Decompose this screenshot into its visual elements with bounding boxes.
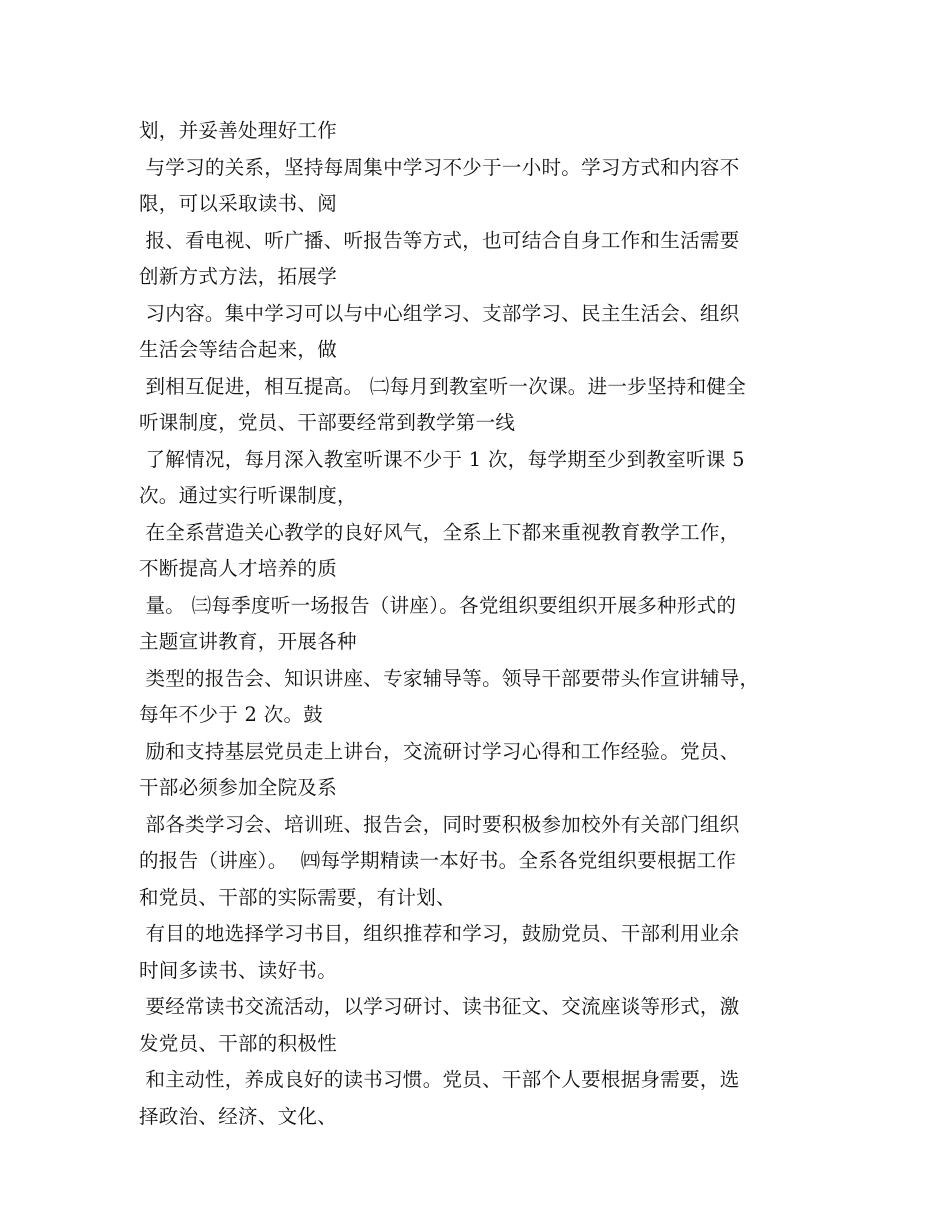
text-line-15: 主题宣讲教育，开展各种 <box>139 630 357 653</box>
text-line-14: 量。 ㈢每季度听一场报告（讲座）。各党组织要组织开展多种形式的 <box>139 593 737 617</box>
text-line-26: 发党员、干部的积极性 <box>139 1031 338 1055</box>
text-line-24: 时间多读书、读好书。 <box>139 958 338 982</box>
text-line-17: 每年不少于 2 次。鼓 <box>139 703 324 726</box>
text-line-25: 要经常读书交流活动，以学习研讨、读书征文、交流座谈等形式，激 <box>139 995 740 1018</box>
text-line-18: 励和支持基层党员走上讲台，交流研讨学习心得和工作经验。党员、 <box>139 739 740 763</box>
text-line-19: 干部必须参加全院及系 <box>139 776 338 799</box>
text-line-16: 类型的报告会、知识讲座、专家辅导等。领导干部要带头作宣讲辅导， <box>139 666 760 690</box>
document-body <box>139 113 839 1135</box>
text-line-3: 限，可以采取读书、阅 <box>139 192 338 215</box>
text-line-10: 了解情况，每月深入教室听课不少于 1 次，每学期至少到教室听课 5 <box>139 447 745 471</box>
text-line-2: 与学习的关系，坚持每周集中学习不少于一小时。学习方式和内容不 <box>139 155 740 179</box>
text-line-7: 生活会等结合起来，做 <box>139 338 338 361</box>
text-line-1: 划，并妥善处理好工作 <box>139 119 338 142</box>
text-line-8: 到相互促进，相互提高。 ㈡每月到教室听一次课。进一步坚持和健全 <box>139 374 746 398</box>
text-line-4: 报、看电视、听广播、听报告等方式，也可结合自身工作和生活需要 <box>139 228 740 252</box>
text-line-23: 有目的地选择学习书目，组织推荐和学习，鼓励党员、干部利用业余 <box>139 922 740 945</box>
text-line-9: 听课制度，党员、干部要经常到教学第一线 <box>139 411 516 434</box>
text-line-22: 和党员、干部的实际需要，有计划、 <box>139 885 456 909</box>
text-line-5: 创新方式方法，拓展学 <box>139 265 338 288</box>
text-line-21: 的报告（讲座）。 ㈣每学期精读一本好书。全系各党组织要根据工作 <box>139 849 737 872</box>
text-line-12: 在全系营造关心教学的良好风气，全系上下都来重视教育教学工作， <box>139 520 740 544</box>
text-line-13: 不断提高人才培养的质 <box>139 557 338 580</box>
text-line-27: 和主动性，养成良好的读书习惯。党员、干部个人要根据身需要，选 <box>139 1068 740 1091</box>
text-line-28: 择政治、经济、文化、 <box>139 1104 338 1128</box>
text-line-6: 习内容。集中学习可以与中心组学习、支部学习、民主生活会、组织 <box>139 301 740 325</box>
text-line-11: 次。通过实行听课制度， <box>139 484 357 507</box>
text-line-20: 部各类学习会、培训班、报告会，同时要积极参加校外有关部门组织 <box>139 812 740 836</box>
